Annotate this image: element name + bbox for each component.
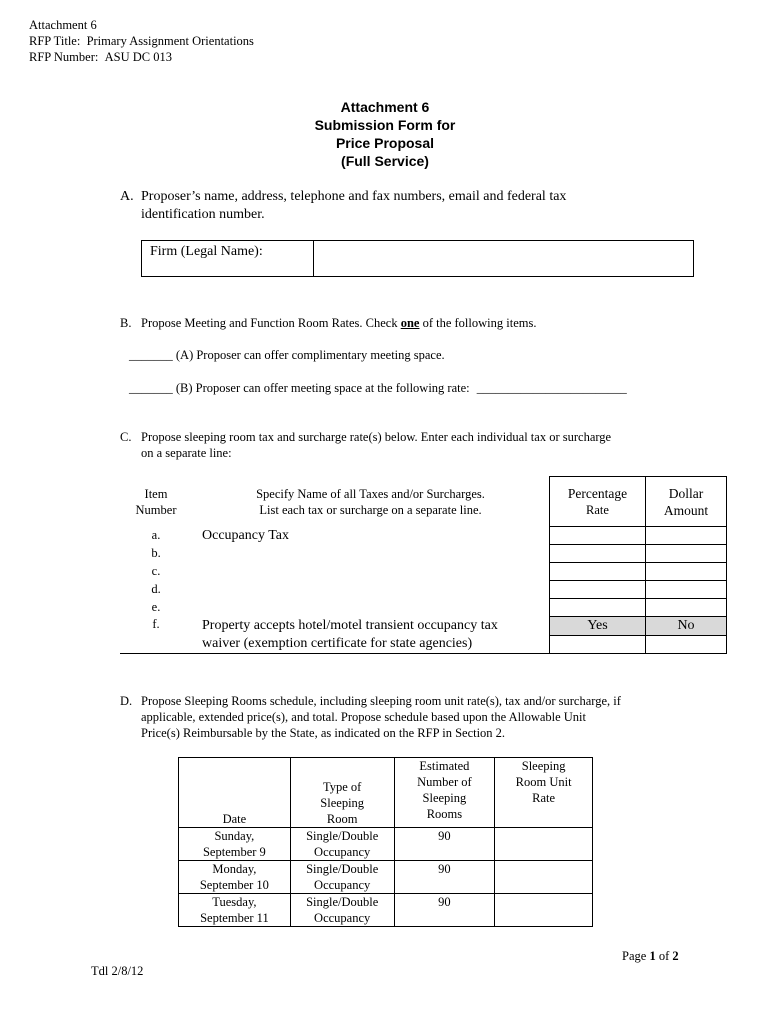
section-c-text: Propose sleeping room tax and surcharge rate(s) below. Enter each individual tax or surcharge on a separate line: xyxy=(141,430,612,460)
col-item-header: Item Number xyxy=(135,486,177,517)
dollar-input[interactable] xyxy=(646,599,727,617)
waiver-yes-input[interactable] xyxy=(550,636,646,654)
option-a xyxy=(129,347,445,363)
table-row: d. xyxy=(120,581,727,599)
section-d-text: Propose Sleeping Rooms schedule, including sleeping room unit rate(s), tax and/or surcharge, if applicable, extended price(s), and total. Propose schedule based upon the Allowable Unit Price(s) Reimbursable by the State, as indicated on the RFP in Section 2. xyxy=(141,694,621,740)
table-row: a. Occupancy Tax xyxy=(120,527,727,545)
rate-input[interactable] xyxy=(495,828,593,861)
section-b-text: Propose Meeting and Function Room Rates. Check one of the following items. xyxy=(141,316,537,330)
page-number: Page 1 of 2 xyxy=(622,949,679,963)
firm-name-input[interactable] xyxy=(314,241,694,277)
rate-input[interactable] xyxy=(495,894,593,927)
pct-input[interactable] xyxy=(550,545,646,563)
table-row: Sunday, September 9 Single/Double Occupancy 90 xyxy=(179,828,593,861)
dollar-input[interactable] xyxy=(646,545,727,563)
table-row: Monday, September 10 Single/Double Occupancy 90 xyxy=(179,861,593,894)
section-a-text: Proposer’s name, address, telephone and fax numbers, email and federal tax identification number. xyxy=(141,189,567,222)
col-pct-header: Percentage Rate xyxy=(550,477,646,527)
col-date-header: Date xyxy=(179,758,291,828)
section-b-marker: B. xyxy=(120,316,132,330)
option-a-blank[interactable]: _______ xyxy=(129,348,173,362)
dollar-input[interactable] xyxy=(646,581,727,599)
section-a-marker: A. xyxy=(120,189,134,204)
footer-initials: Tdl 2/8/12 xyxy=(91,964,144,978)
pct-input[interactable] xyxy=(550,599,646,617)
col-est-header: Estimated Number of Sleeping Rooms xyxy=(394,758,495,828)
waiver-no-input[interactable] xyxy=(646,636,727,654)
pct-input[interactable] xyxy=(550,563,646,581)
header-attachment: Attachment 6 xyxy=(29,18,97,32)
waiver-yes: Yes xyxy=(550,617,646,636)
option-b-rate-line[interactable]: ________________________ xyxy=(476,381,627,395)
col-dollar-header: Dollar Amount xyxy=(646,477,727,527)
option-b xyxy=(129,380,627,396)
rate-input[interactable] xyxy=(495,861,593,894)
firm-table xyxy=(141,240,694,277)
header-rfp-title: RFP Title: Primary Assignment Orientations xyxy=(29,34,254,48)
col-spec-header: Specify Name of all Taxes and/or Surcharges. List each tax or surcharge on a separate line. xyxy=(256,486,485,517)
header-block xyxy=(29,17,254,65)
table-row: b. xyxy=(120,545,727,563)
table-row-f: f. Property accepts hotel/motel transient occupancy tax waiver (exemption certificate for state agencies) Yes No xyxy=(120,617,727,636)
table-row: Tuesday, September 11 Single/Double Occupancy 90 xyxy=(179,894,593,927)
col-type-header: Type of Sleeping Room xyxy=(290,758,394,828)
option-b-blank[interactable]: _______ xyxy=(129,381,173,395)
section-c-marker: C. xyxy=(120,430,132,444)
pct-input[interactable] xyxy=(550,527,646,545)
dollar-input[interactable] xyxy=(646,527,727,545)
table-row: e. xyxy=(120,599,727,617)
waiver-no: No xyxy=(646,617,727,636)
tax-surcharge-table xyxy=(120,476,727,654)
header-rfp-number: RFP Number: ASU DC 013 xyxy=(29,50,172,64)
col-rate-header: Sleeping Room Unit Rate xyxy=(495,758,593,828)
firm-label: Firm (Legal Name): xyxy=(142,241,314,277)
sleeping-rooms-table xyxy=(178,757,593,927)
dollar-input[interactable] xyxy=(646,563,727,581)
option-a-text: (A) Proposer can offer complimentary meeting space. xyxy=(175,348,445,362)
option-b-text: (B) Proposer can offer meeting space at the following rate: xyxy=(175,381,470,395)
pct-input[interactable] xyxy=(550,581,646,599)
section-d-marker: D. xyxy=(120,694,133,708)
document-title: Attachment 6 Submission Form for Price Proposal (Full Service) xyxy=(314,99,456,169)
table-row: c. xyxy=(120,563,727,581)
